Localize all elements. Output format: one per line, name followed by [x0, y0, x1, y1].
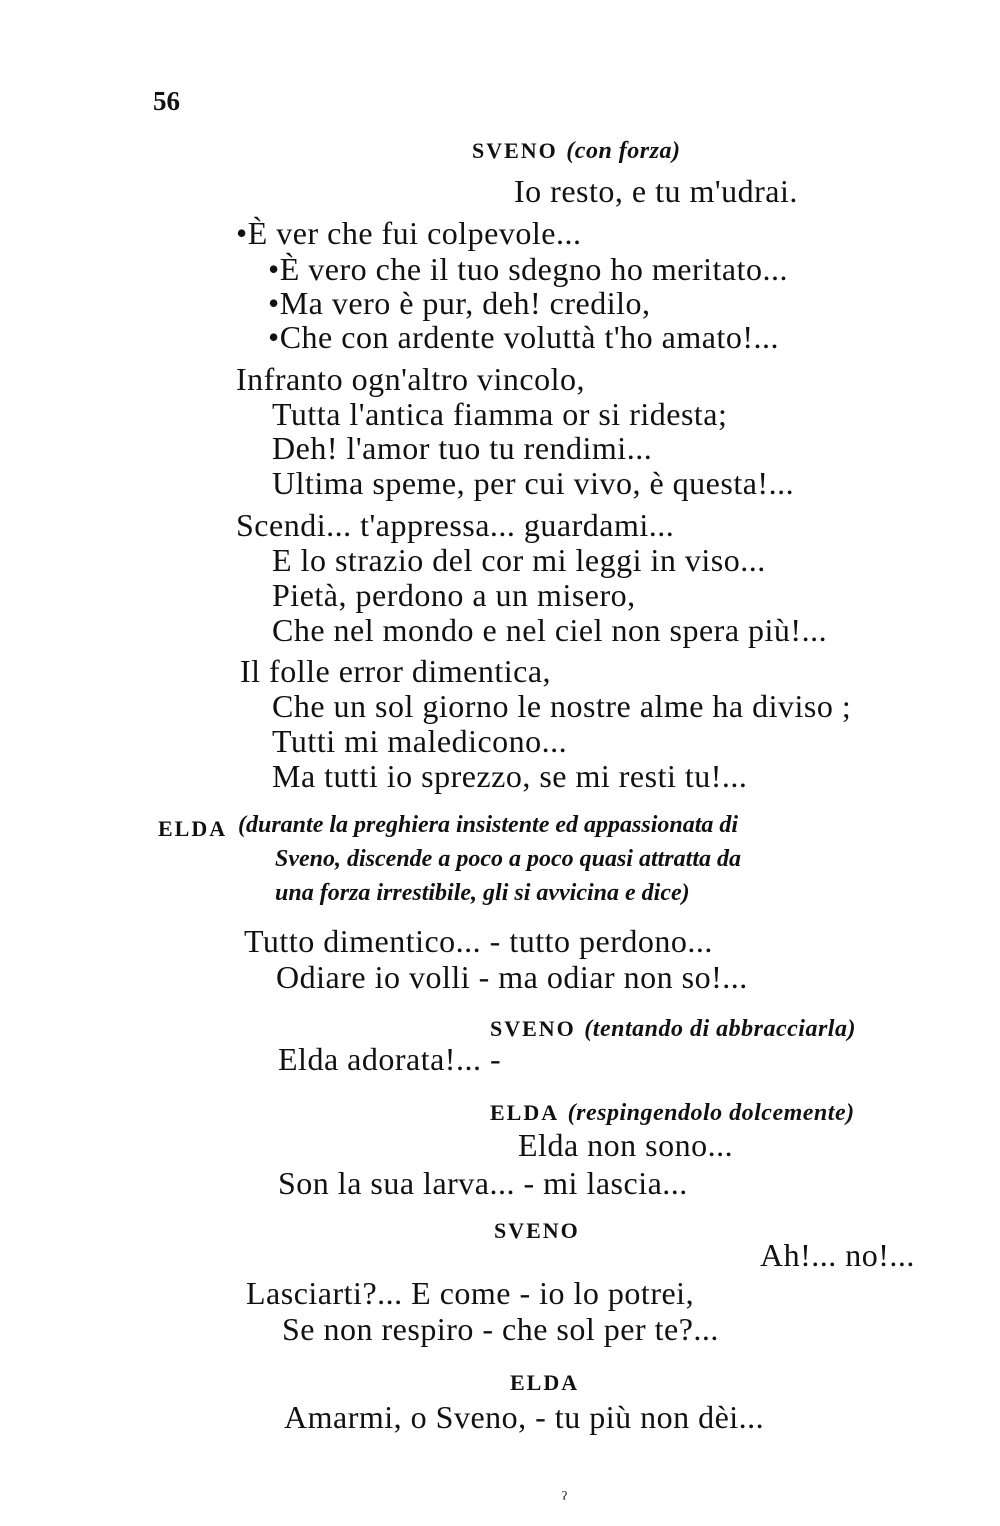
verse-line: Elda adorata!... -: [278, 1041, 502, 1077]
verse-line: Elda non sono...: [518, 1127, 734, 1163]
printer-mark: ˀ: [562, 1488, 567, 1510]
verse-line: E lo strazio del cor mi leggi in viso...: [272, 542, 766, 578]
stage-direction: (con forza): [566, 138, 681, 164]
verse-line: Tutta l'antica fiamma or si ridesta;: [272, 396, 728, 432]
verse-line: •Che con ardente voluttà t'ho amato!...: [268, 319, 779, 355]
verse-line: Ultima speme, per cui vivo, è questa!...: [272, 465, 795, 501]
speaker-name: SVENO: [472, 138, 558, 163]
speaker-name: SVENO: [490, 1016, 576, 1041]
verse-line: Son la sua larva... - mi lascia...: [278, 1165, 688, 1201]
verse-line: Lasciarti?... E come - io lo potrei,: [246, 1275, 695, 1311]
verse-line: Deh! l'amor tuo tu rendimi...: [272, 430, 653, 466]
speaker-cue: [472, 130, 680, 168]
verse-line: •È vero che il tuo sdegno ho meritato...: [268, 251, 788, 287]
verse-line: Tutto dimentico... - tutto perdono...: [244, 923, 713, 959]
verse-line: Odiare io volli - ma odiar non so!...: [276, 959, 748, 995]
speaker-cue: [490, 1092, 855, 1130]
verse-line: Pietà, perdono a un misero,: [272, 577, 636, 613]
verse-line: Se non respiro - che sol per te?...: [282, 1311, 719, 1347]
verse-line: •È ver che fui colpevole...: [236, 215, 582, 251]
verse-line: Ma tutti io sprezzo, se mi resti tu!...: [272, 758, 748, 794]
verse-line: Amarmi, o Sveno, - tu più non dèi...: [284, 1399, 765, 1435]
speaker-name: ELDA: [510, 1370, 580, 1395]
speaker-name: ELDA: [490, 1100, 560, 1125]
stage-direction: Sveno, discende a poco a poco quasi attratta da: [275, 846, 741, 872]
verse-line: Ah!... no!...: [760, 1237, 915, 1273]
stage-direction: (tentando di abbracciarla): [584, 1016, 856, 1042]
verse-line: Che nel mondo e nel ciel non spera più!...: [272, 612, 828, 648]
stage-direction: (respingendolo dolcemente): [567, 1100, 855, 1126]
verse-line: Che un sol giorno le nostre alme ha diviso ;: [272, 688, 852, 724]
page-number: 56: [153, 86, 180, 116]
stage-direction: (durante la preghiera insistente ed appassionata di: [238, 812, 739, 838]
verse-line: Scendi... t'appressa... guardami...: [236, 507, 675, 543]
stage-direction: una forza irrestibile, gli si avvicina e dice): [275, 880, 690, 906]
verse-line: •Ma vero è pur, deh! credilo,: [268, 285, 651, 321]
verse-line: Tutti mi maledicono...: [272, 723, 568, 759]
verse-line: Io resto, e tu m'udrai.: [514, 173, 798, 209]
speaker-cue: [490, 1008, 856, 1046]
speaker-name: ELDA: [158, 816, 228, 841]
speaker-name: SVENO: [494, 1218, 580, 1243]
verse-line: Il folle error dimentica,: [240, 653, 552, 689]
verse-line: Infranto ogn'altro vincolo,: [236, 361, 585, 397]
